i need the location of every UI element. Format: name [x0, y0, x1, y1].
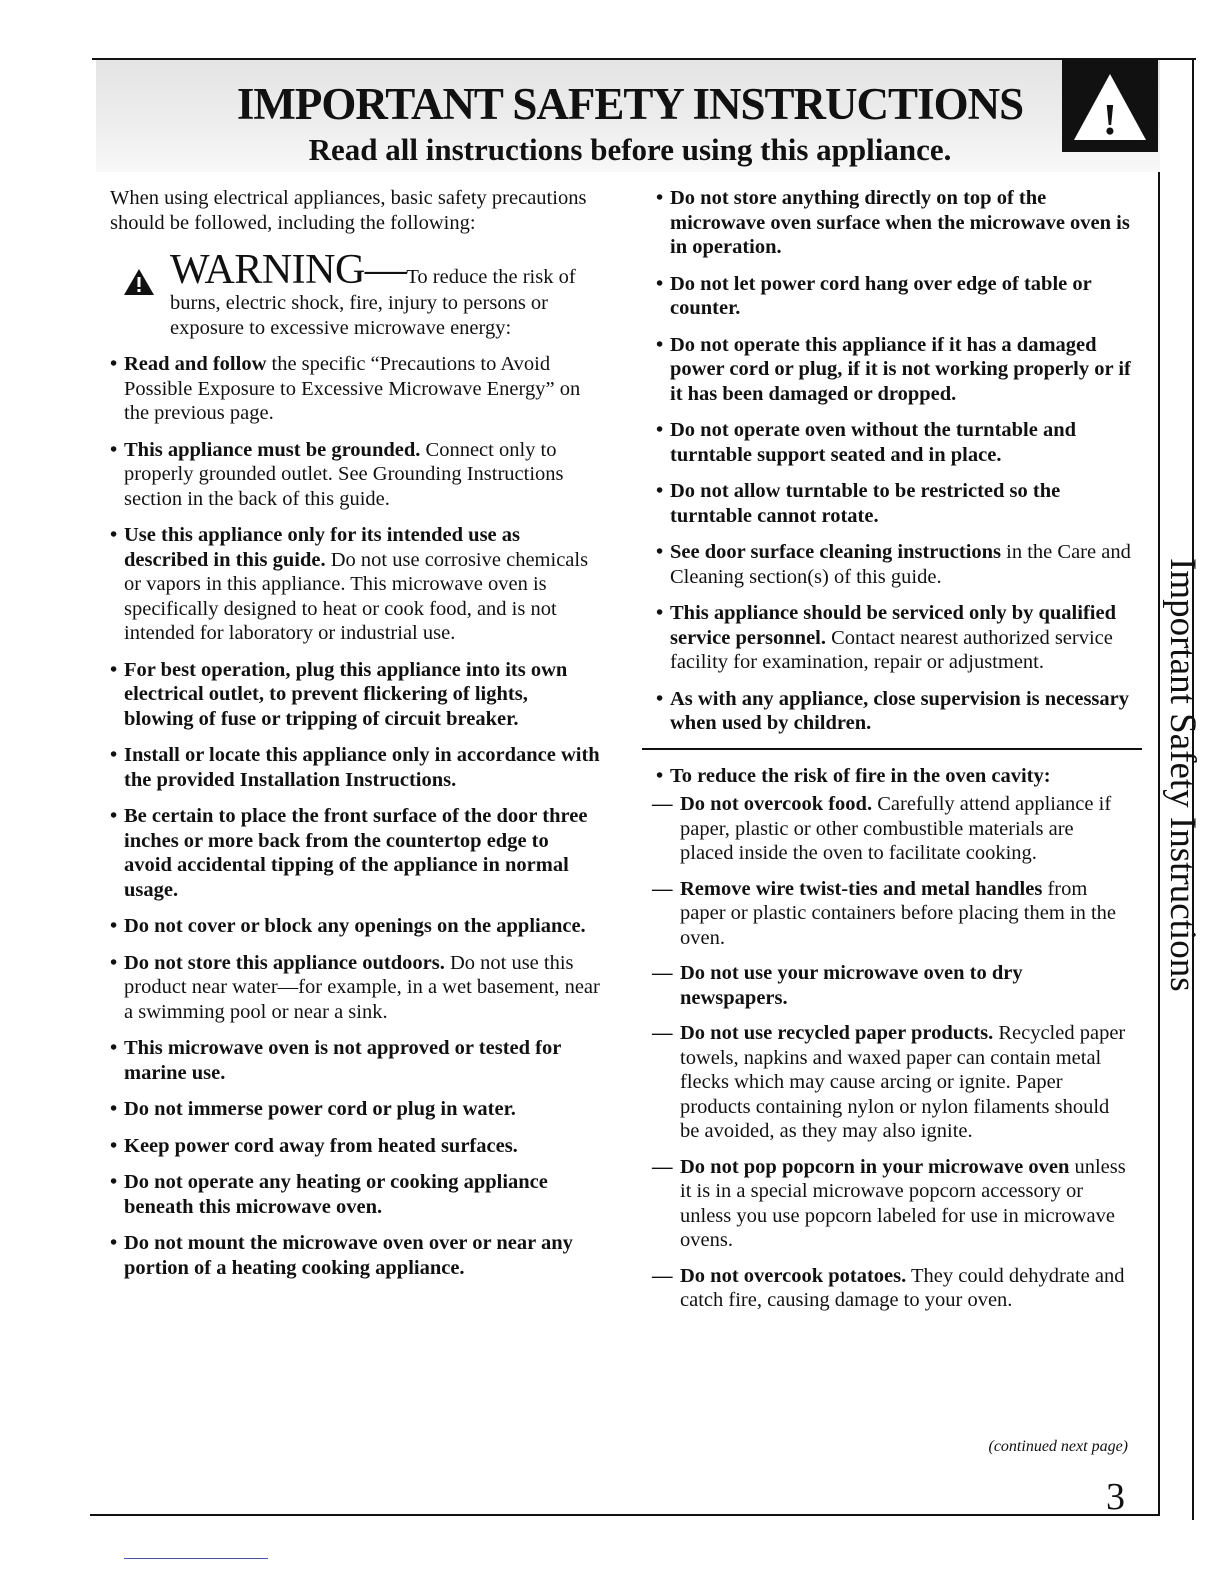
item-bold: Do not overcook food. [680, 793, 873, 815]
item-text: Contact nearest authorized service facility for examination, repair or adjustment. [670, 626, 1113, 673]
item-bold: Install or locate this appliance only in accordance with the provided Installation Instructions. [124, 744, 600, 791]
bottom-rule [90, 1514, 1160, 1516]
footer-mark [124, 1558, 268, 1559]
item-bold: Do not let power cord hang over edge of table or counter. [670, 272, 1092, 319]
item-bold: This microwave oven is not approved or tested for marine use. [124, 1037, 561, 1084]
list-item [656, 540, 1132, 589]
item-text: Recycled paper towels, napkins and waxed paper can contain metal flecks which may cause arcing or ignite. Paper products containing nylon or nylon filaments should be avoided, as they may also ignite. [680, 1022, 1126, 1142]
list-item [110, 658, 600, 732]
dash: — [652, 877, 673, 900]
left-column [110, 186, 600, 1292]
sub-item [652, 961, 1132, 1010]
item-text: the specific “Precautions to Avoid Possible Exposure to Excessive Microwave Energy” on the previous page. [124, 353, 581, 424]
dash: — [652, 793, 673, 815]
list-item [110, 1134, 600, 1159]
item-bold: Do not allow turntable to be restricted so the turntable cannot rotate. [670, 480, 1061, 527]
list-item [110, 1097, 600, 1122]
item-bold: Do not use your microwave oven to dry newspapers. [680, 962, 1023, 1009]
item-bold: Keep power cord away from heated surfaces. [124, 1134, 518, 1157]
item-bold: Do not store anything directly on top of the microwave oven surface when the microwave oven is in operation. [670, 187, 1130, 258]
list-item [110, 1231, 600, 1280]
list-item [110, 438, 600, 512]
item-bold: Use this appliance only for its intended use as described in this guide. [124, 524, 521, 571]
list-item [656, 272, 1132, 321]
list-item [656, 687, 1132, 736]
warning-text: To reduce the risk of burns, electric shock, fire, injury to persons or exposure to excessive microwave energy: [170, 266, 576, 339]
item-text: in the Care and Cleaning section(s) of this guide. [670, 541, 1131, 588]
item-bold: This appliance must be grounded. [124, 438, 421, 461]
item-bold: This appliance should be serviced only by qualified service personnel. [670, 602, 1116, 649]
item-bold: Do not overcook potatoes. [680, 1264, 907, 1287]
item-bold: Do not store this appliance outdoors. [124, 951, 445, 974]
list-item [656, 418, 1132, 467]
item-bold: Do not use recycled paper products. [680, 1022, 994, 1044]
item-text: Do not use corrosive chemicals or vapors in this appliance. This microwave oven is specifically designed to heat or cook food, and is not intended for laboratory or industrial use. [124, 548, 589, 644]
item-bold: See door surface cleaning instructions [670, 541, 1002, 563]
page-subtitle: Read all instructions before using this appliance. [308, 132, 952, 167]
section-divider [642, 748, 1142, 750]
caution-triangle-icon [122, 267, 156, 297]
item-bold: For best operation, plug this appliance into its own electrical outlet, to prevent flickering of lights, blowing of fuse or tripping of circuit breaker. [124, 658, 568, 730]
warning-exclamation: ! [1102, 95, 1118, 144]
dash: — [652, 962, 673, 984]
item-bold: Do not operate this appliance if it has a damaged power cord or plug, if it is not working properly or if it has been damaged or dropped. [670, 333, 1131, 405]
list-item [110, 1170, 600, 1219]
sub-item [652, 1264, 1132, 1313]
dash: — [652, 1264, 673, 1287]
item-bold: Do not mount the microwave oven over or near any portion of a heating cooking appliance. [124, 1232, 573, 1279]
list-item [110, 743, 600, 792]
side-tab-label: Important Safety Instructions [1162, 558, 1203, 992]
list-item [110, 804, 600, 902]
fire-heading [656, 764, 1132, 789]
dash: — [652, 1155, 673, 1178]
item-text: Connect only to properly grounded outlet. See Grounding Instructions section in the back of this guide. [124, 438, 564, 510]
warning-box [1062, 60, 1158, 152]
warning-triangle-icon [1062, 60, 1158, 152]
item-text: from paper or plastic containers before placing them in the oven. [680, 877, 1117, 949]
dash: — [652, 1022, 673, 1044]
list-item [110, 352, 600, 426]
list-item [656, 601, 1132, 675]
page-number: 3 [1106, 1476, 1125, 1518]
item-bold: Do not operate oven without the turntable and turntable support seated and in place. [670, 419, 1077, 466]
intro-text: When using electrical appliances, basic safety precautions should be followed, including the following: [110, 187, 587, 234]
list-item [656, 479, 1132, 528]
item-bold: As with any appliance, close supervision is necessary when used by children. [670, 687, 1129, 734]
item-bold: Do not cover or block any openings on the appliance. [124, 915, 586, 937]
item-bold: Remove wire twist-ties and metal handles [680, 877, 1043, 900]
list-item [110, 951, 600, 1025]
side-tab-rule [1158, 60, 1160, 1514]
sub-item [652, 877, 1132, 951]
item-text: Carefully attend appliance if paper, plastic or other combustible materials are placed inside the oven to facilitate cooking. [680, 793, 1112, 864]
warning-block [110, 249, 600, 340]
list-item [656, 333, 1132, 407]
item-bold: Do not operate any heating or cooking appliance beneath this microwave oven. [124, 1171, 548, 1218]
sub-item [652, 1155, 1132, 1253]
item-bold: Do not pop popcorn in your microwave oven [680, 1155, 1070, 1178]
sub-item [652, 792, 1132, 866]
item-text: Do not use this product near water—for example, in a wet basement, near a swimming pool or near a sink. [124, 951, 600, 1023]
fire-heading-text: To reduce the risk of fire in the oven cavity: [670, 764, 1051, 787]
list-item [110, 914, 600, 939]
item-bold: Do not immerse power cord or plug in water. [124, 1098, 516, 1120]
list-item [656, 186, 1132, 260]
list-item [110, 1036, 600, 1085]
continued-note: (continued next page) [988, 1438, 1128, 1455]
right-column [652, 186, 1132, 1324]
page-title: IMPORTANT SAFETY INSTRUCTIONS [236, 79, 1024, 129]
sub-item [652, 1021, 1132, 1144]
item-bold: Read and follow [124, 353, 267, 375]
item-bold: Be certain to place the front surface of the door three inches or more back from the countertop edge to avoid accidental tipping of the appliance in normal usage. [124, 805, 588, 901]
warning-word: WARNING— [170, 247, 407, 293]
list-item [110, 523, 600, 646]
item-text: They could dehydrate and catch fire, causing damage to your oven. [680, 1264, 1125, 1311]
item-text: unless it is in a special microwave popcorn accessory or unless you use popcorn labeled for use in microwave ovens. [680, 1155, 1126, 1251]
